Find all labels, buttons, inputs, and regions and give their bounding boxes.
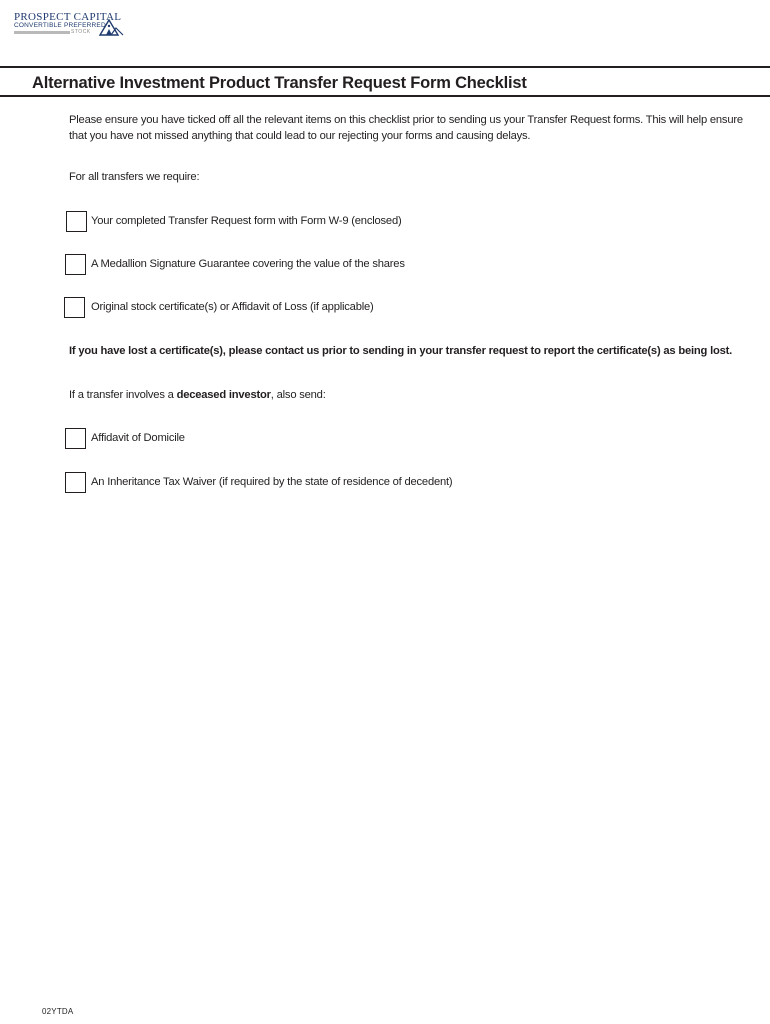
page-title: Alternative Investment Product Transfer Request Form Checklist — [32, 74, 527, 92]
checkbox[interactable] — [64, 297, 85, 318]
checklist-item-label: Affidavit of Domicile — [91, 432, 185, 444]
logo-subtitle: CONVERTIBLE PREFERRED — [14, 22, 106, 29]
checklist-item-label: Original stock certificate(s) or Affidavit of Loss (if applicable) — [91, 301, 374, 313]
checklist-item-affidavit-domicile[interactable] — [65, 428, 665, 452]
checklist-item-inheritance-tax-waiver[interactable] — [65, 472, 665, 496]
checklist-item-label: An Inheritance Tax Waiver (if required by the state of residence of decedent) — [91, 476, 453, 488]
prospect-capital-logo — [12, 8, 127, 40]
deceased-heading-emphasis: deceased investor — [176, 389, 271, 401]
deceased-investor-heading — [69, 389, 326, 401]
checkbox[interactable] — [65, 254, 86, 275]
checklist-item-stock-certificate[interactable] — [64, 297, 664, 321]
form-code: 02YTDA — [42, 1007, 74, 1016]
checkbox[interactable] — [65, 472, 86, 493]
checkbox[interactable] — [66, 211, 87, 232]
checklist-item-transfer-form[interactable] — [66, 211, 666, 235]
logo-stock-label: STOCK — [71, 29, 91, 35]
logo-company-name: PROSPECT CAPITAL — [14, 11, 122, 23]
deceased-heading-prefix: If a transfer involves a — [69, 389, 177, 401]
deceased-heading-suffix: , also send: — [270, 389, 326, 401]
checklist-item-label: Your completed Transfer Request form with Form W-9 (enclosed) — [91, 215, 402, 227]
title-bar — [0, 66, 770, 97]
logo-bar — [14, 31, 70, 34]
checkbox[interactable] — [65, 428, 86, 449]
checklist-item-label: A Medallion Signature Guarantee covering the value of the shares — [91, 258, 405, 270]
mountain-logo-icon — [98, 17, 124, 37]
checklist-item-medallion-guarantee[interactable] — [65, 254, 665, 278]
all-transfers-heading: For all transfers we require: — [69, 171, 200, 183]
lost-certificate-notice: If you have lost a certificate(s), please contact us prior to sending in your transfer request to report the certificate(s) as being lost. — [69, 345, 733, 357]
intro-paragraph: Please ensure you have ticked off all the relevant items on this checklist prior to sending us your Transfer Request forms. This will help ensure that you have not missed anything that could lead to our rejecting your forms and causing delays. — [69, 114, 743, 142]
